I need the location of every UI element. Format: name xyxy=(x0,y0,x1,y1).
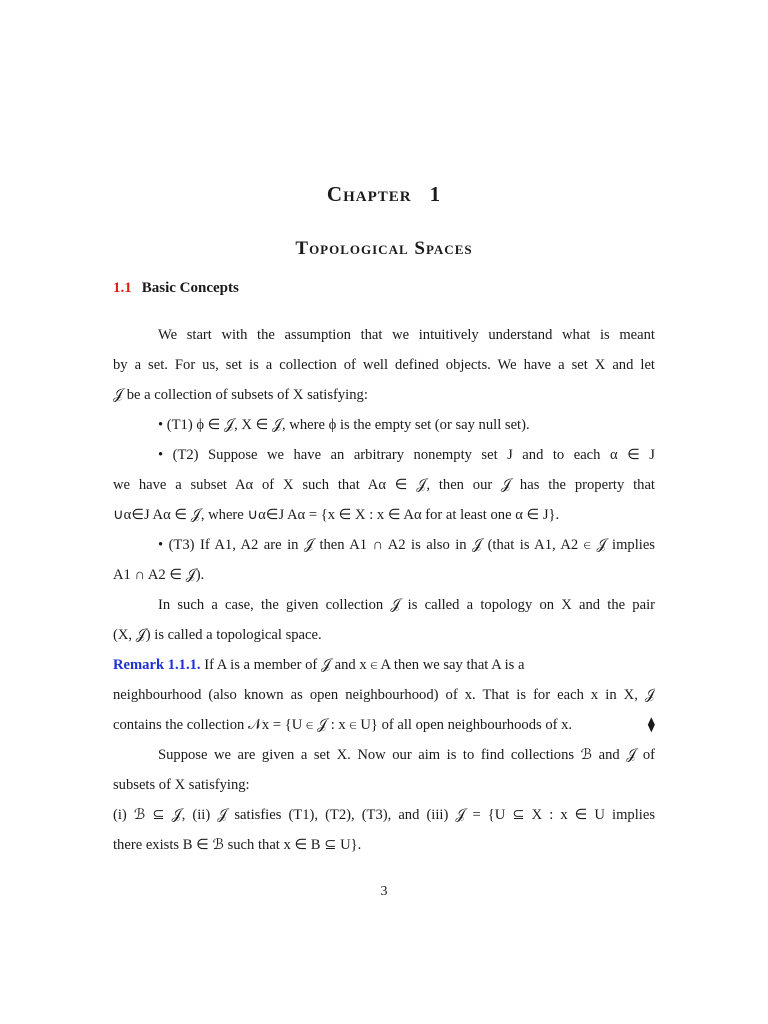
remark-text: contains the collection 𝒩x = {U ∈ 𝒥 : x ∈ U} of all open neighbourhoods of x. xyxy=(113,717,573,733)
text-line: ∪α∈J Aα ∈ 𝒥, where ∪α∈J Aα = {x ∈ X : x ∈ Aα for at least one α ∈ J}. xyxy=(113,507,560,523)
text-line: neighbourhood (also known as open neighbourhood) of x. That is for each x in X, 𝒥 xyxy=(113,687,655,703)
section-number: 1.1 xyxy=(113,280,132,296)
body-text xyxy=(113,320,655,860)
text-line: subsets of X satisfying: xyxy=(113,777,250,793)
text-line: (X, 𝒥) is called a topological space. xyxy=(113,627,322,643)
text-line: we have a subset Aα of X such that Aα ∈ 𝒥, then our 𝒥 has the property that xyxy=(113,477,655,493)
remark-label: Remark 1.1.1. xyxy=(113,657,201,673)
remark-line xyxy=(113,650,655,680)
chapter-title: Topological Spaces xyxy=(295,238,473,259)
text-line: (i) ℬ ⊆ 𝒥, (ii) 𝒥 satisfies (T1), (T2), (T3), and (iii) 𝒥 = {U ⊆ X : x ∈ U implies xyxy=(113,807,655,823)
text-line: Suppose we are given a set X. Now our aim is to find collections ℬ and 𝒥 of xyxy=(158,747,655,763)
text-line: by a set. For us, set is a collection of well defined objects. We have a set X and let xyxy=(113,357,655,373)
section-title: Basic Concepts xyxy=(141,280,239,296)
chapter-number: 1 xyxy=(429,182,442,206)
chapter-word: Chapter xyxy=(326,182,412,206)
text-line: In such a case, the given collection 𝒥 is called a topology on X and the pair xyxy=(158,597,655,613)
end-of-remark-icon: ⧫ xyxy=(647,717,655,733)
text-line: 𝒥 be a collection of subsets of X satisfying: xyxy=(113,387,368,403)
chapter-label xyxy=(0,182,768,207)
section-heading xyxy=(113,280,239,297)
page-number: 3 xyxy=(380,884,388,899)
text-line xyxy=(113,710,655,740)
text-line: there exists B ∈ ℬ such that x ∈ B ⊆ U}. xyxy=(113,837,362,853)
text-line: • (T1) ϕ ∈ 𝒥, X ∈ 𝒥, where ϕ is the empty set (or say null set). xyxy=(158,417,530,433)
text-line: • (T3) If A1, A2 are in 𝒥 then A1 ∩ A2 is also in 𝒥 (that is A1, A2 ∈ 𝒥 implies xyxy=(158,537,655,553)
text-line: A1 ∩ A2 ∈ 𝒥). xyxy=(113,567,205,583)
text-line: We start with the assumption that we intuitively understand what is meant xyxy=(158,327,655,343)
remark-text: If A is a member of 𝒥 and x ∈ A then we say that A is a xyxy=(204,657,525,673)
text-line: • (T2) Suppose we have an arbitrary nonempty set J and to each α ∈ J xyxy=(158,447,655,463)
